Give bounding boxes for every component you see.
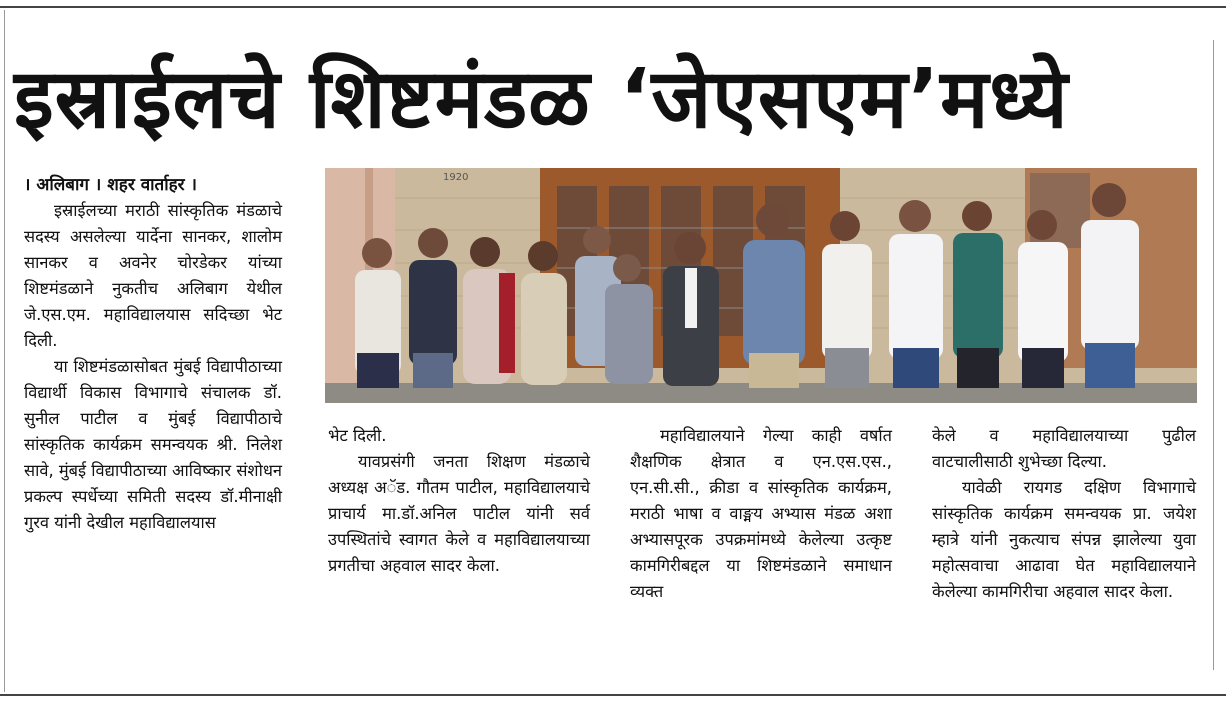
- paragraph: या शिष्टमंडळासोबत मुंबई विद्यापीठाच्या विद्यार्थी विकास विभागाचे संचालक डॉ. सुनील पाटील व मुंबई विद्यापीठाचे सांस्कृतिक कार्यक्रम समन्वयक श्री. निलेश सावे, मुंबई विद्यापीठाच्या आविष्कार संशोधन प्रकल्प स्पर्धेच्या समिती सदस्य डॉ.मीनाक्षी गुरव यांनी देखील महाविद्यालयास: [24, 357, 282, 532]
- bottom-rule: [0, 694, 1226, 696]
- article-column-2: [328, 423, 590, 579]
- top-rule: [0, 6, 1226, 8]
- headline: इस्राईलचे शिष्टमंडळ ‘जेएसएम’मध्ये: [14, 52, 1069, 147]
- paragraph: इस्राईलच्या मराठी सांस्कृतिक मंडळाचे सदस्य असलेल्या यार्देना सानकर, शालोम सानकर व अवनेर चोरडेकर यांच्या शिष्टमंडळाने नुकतीच अलिबाग येथील जे.एस.एम. महाविद्यालयास सदिच्छा भेट दिली.: [24, 201, 282, 350]
- dateline: । अलिबाग । शहर वार्ताहर ।: [24, 175, 197, 195]
- paragraph: भेट दिली.: [328, 426, 387, 445]
- paragraph: यावप्रसंगी जनता शिक्षण मंडळाचे अध्यक्ष अॅड. गौतम पाटील, महाविद्यालयाचे प्राचार्य मा.डॉ.अनिल पाटील यांनी सर्व उपस्थितांचे स्वागत केले व महाविद्यालयाच्या प्रगतीचा अहवाल सादर केला.: [328, 452, 590, 575]
- article-column-1: [24, 172, 282, 536]
- paragraph: यावेळी रायगड दक्षिण विभागाचे सांस्कृतिक कार्यक्रम समन्वयक प्रा. जयेश म्हात्रे यांनी नुकत्याच संपन्न झालेल्या युवा महोत्सवाचा आढावा घेत महाविद्यालयाने केलेल्या कामगिरीचा अहवाल सादर केला.: [932, 478, 1196, 601]
- wall-sign: 1920: [443, 172, 469, 183]
- paragraph: महाविद्यालयाने गेल्या काही वर्षात शैक्षणिक क्षेत्रात व एन.एस.एस., एन.सी.सी., क्रीडा व सांस्कृतिक कार्यक्रम, मराठी भाषा व वाङ्मय अभ्यास मंडळ अशा अभ्यासपूरक उपक्रमांमध्ये केलेल्या उत्कृष्ट कामगिरीबद्दल या शिष्टमंडळाने समाधान व्यक्त: [630, 426, 892, 601]
- article-column-4: [932, 423, 1196, 605]
- right-border: [1213, 40, 1214, 670]
- paragraph: केले व महाविद्यालयाच्या पुढील वाटचालीसाठी शुभेच्छा दिल्या.: [932, 426, 1196, 471]
- group-photo: [325, 168, 1197, 403]
- left-border: [4, 10, 5, 692]
- article-column-3: [630, 423, 892, 605]
